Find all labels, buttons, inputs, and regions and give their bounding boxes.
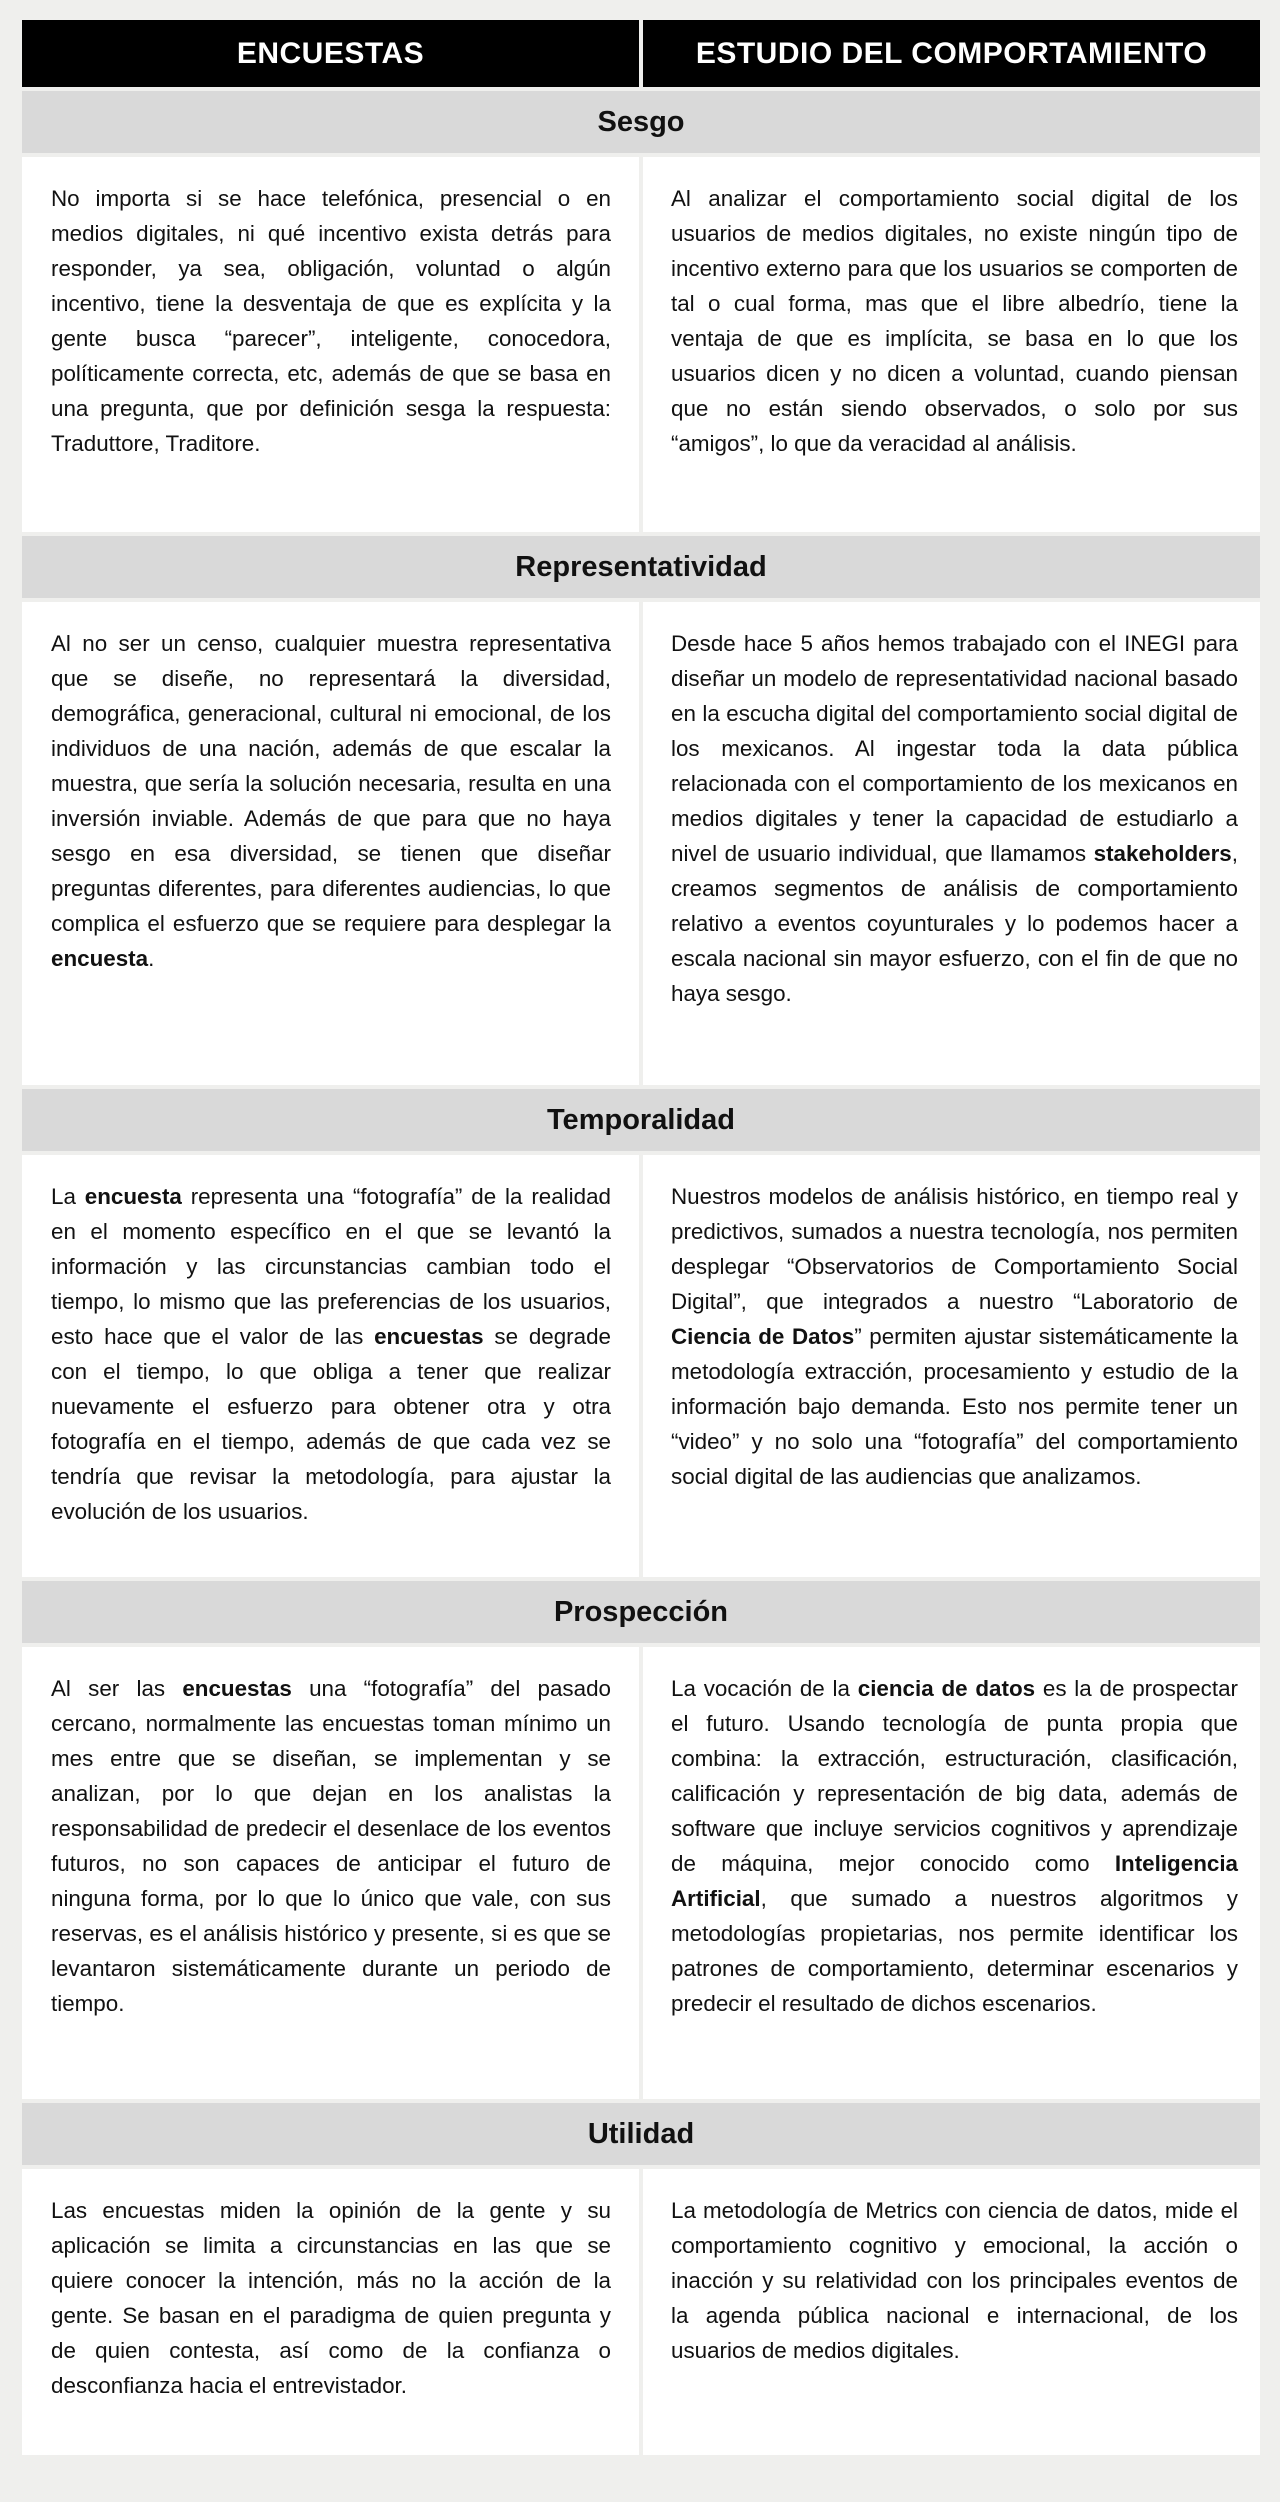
- section-row: [22, 1155, 1260, 1577]
- text-segment: .: [148, 946, 155, 971]
- bold-term: ciencia de datos: [857, 1676, 1036, 1701]
- encuestas-text: [22, 2169, 639, 2455]
- comparison-table: [22, 20, 1260, 2459]
- comportamiento-text: [643, 157, 1260, 532]
- comportamiento-text: [643, 602, 1260, 1085]
- bold-term: encuesta: [84, 1184, 182, 1209]
- text-segment: No importa si se hace telefónica, presencial o en medios digitales, ni qué incentivo exista detrás para responder, ya sea, obligación, voluntad o algún incentivo, tiene la desventaja de que es explícita y la gente busca “parecer”, inteligente, conocedora, políticamente correcta, etc, además de que se basa en una pregunta, que por definición sesga la respuesta: Traduttore, Traditore.: [51, 186, 611, 456]
- section-title-representatividad: Representatividad: [22, 536, 1260, 598]
- text-segment: Nuestros modelos de análisis histórico, en tiempo real y predictivos, sumados a nuestra tecnología, nos permiten desplegar “Observatorios de Comportamiento Social Digital”, que integrados a nuestro “Laboratorio de: [671, 1184, 1238, 1314]
- text-segment: Al analizar el comportamiento social digital de los usuarios de medios digitales, no existe ningún tipo de incentivo externo para que los usuarios se comporten de tal o cual forma, mas que el libre albedrío, tiene la ventaja de que es implícita, se basa en lo que los usuarios dicen y no dicen a voluntad, cuando piensan que no están siendo observados, o solo por sus “amigos”, lo que da veracidad al análisis.: [671, 186, 1238, 456]
- bold-term: encuesta: [51, 946, 149, 971]
- comportamiento-text: [643, 2169, 1260, 2455]
- encuestas-text: [22, 602, 639, 1085]
- text-segment: Al no ser un censo, cualquier muestra representativa que se diseñe, no representará la diversidad, demográfica, generacional, cultural ni emocional, de los individuos de una nación, además de que escalar la muestra, que sería la solución necesaria, resulta en una inversión inviable. Además de que para que no haya sesgo en esa diversidad, se tienen que diseñar preguntas diferentes, para diferentes audiencias, lo que complica el esfuerzo que se requiere para desplegar la: [51, 631, 611, 936]
- header-row: [22, 20, 1260, 87]
- section-title-prospeccion: Prospección: [22, 1581, 1260, 1643]
- bold-term: encuestas: [374, 1324, 484, 1349]
- bold-term: Inteligencia Artificial: [671, 1851, 1238, 1911]
- text-segment: Al ser las: [51, 1676, 183, 1701]
- section-title-sesgo: Sesgo: [22, 91, 1260, 153]
- section-title-temporalidad: Temporalidad: [22, 1089, 1260, 1151]
- text-segment: representa una “fotografía” de la realidad en el momento específico en el que se levantó la información y las circunstancias cambian todo el tiempo, lo mismo que las preferencias de los usuarios, esto hace que el valor de las: [51, 1184, 611, 1349]
- text-segment: se degrade con el tiempo, lo que obliga a tener que realizar nuevamente el esfuerzo para obtener otra y otra fotografía en el tiempo, además de que cada vez se tendría que revisar la metodología, para ajustar la evolución de los usuarios.: [51, 1324, 611, 1524]
- section-row: [22, 2169, 1260, 2455]
- encuestas-text: [22, 1155, 639, 1577]
- bold-term: Ciencia de Datos: [671, 1324, 855, 1349]
- text-segment: La: [51, 1184, 85, 1209]
- text-segment: , creamos segmentos de análisis de comportamiento relativo a eventos coyunturales y lo podemos hacer a escala nacional sin mayor esfuerzo, con el fin de que no haya sesgo.: [671, 841, 1238, 1006]
- text-segment: una “fotografía” del pasado cercano, normalmente las encuestas toman mínimo un mes entre que se diseñan, se implementan y se analizan, por lo que dejan en los analistas la responsabilidad de predecir el desenlace de los eventos futuros, no son capaces de anticipar el futuro de ninguna forma, por lo que lo único que vale, con sus reservas, es el análisis histórico y presente, si es que se levantaron sistemáticamente durante un periodo de tiempo.: [51, 1676, 611, 2016]
- section-row: [22, 157, 1260, 532]
- text-segment: Las encuestas miden la opinión de la gente y su aplicación se limita a circunstancias en las que se quiere conocer la intención, más no la acción de la gente. Se basan en el paradigma de quien pregunta y de quien contesta, así como de la confianza o desconfianza hacia el entrevistador.: [51, 2198, 611, 2398]
- header-estudio-comportamiento: ESTUDIO DEL COMPORTAMIENTO: [643, 20, 1260, 87]
- bold-term: stakeholders: [1093, 841, 1232, 866]
- comportamiento-text: [643, 1647, 1260, 2099]
- encuestas-text: [22, 1647, 639, 2099]
- section-row: [22, 1647, 1260, 2099]
- comportamiento-text: [643, 1155, 1260, 1577]
- text-segment: La metodología de Metrics con ciencia de datos, mide el comportamiento cognitivo y emocional, la acción o inacción y su relatividad con los principales eventos de la agenda pública nacional e internacional, de los usuarios de medios digitales.: [671, 2198, 1238, 2363]
- text-segment: Desde hace 5 años hemos trabajado con el INEGI para diseñar un modelo de representatividad nacional basado en la escucha digital del comportamiento social digital de los mexicanos. Al ingestar toda la data pública relacionada con el comportamiento de los mexicanos en medios digitales y tener la capacidad de estudiarlo a nivel de usuario individual, que llamamos: [671, 631, 1238, 866]
- text-segment: es la de prospectar el futuro. Usando tecnología de punta propia que combina: la extracción, estructuración, clasificación, calificación y representación de big data, además de software que incluye servicios cognitivos y aprendizaje de máquina, mejor conocido como: [671, 1676, 1238, 1876]
- header-encuestas: ENCUESTAS: [22, 20, 639, 87]
- sections: [22, 91, 1260, 2455]
- section-row: [22, 602, 1260, 1085]
- text-segment: , que sumado a nuestros algoritmos y metodologías propietarias, nos permite identificar los patrones de comportamiento, determinar escenarios y predecir el resultado de dichos escenarios.: [671, 1886, 1238, 2016]
- encuestas-text: [22, 157, 639, 532]
- bold-term: encuestas: [182, 1676, 292, 1701]
- section-title-utilidad: Utilidad: [22, 2103, 1260, 2165]
- text-segment: La vocación de la: [671, 1676, 858, 1701]
- text-segment: ” permiten ajustar sistemáticamente la metodología extracción, procesamiento y estudio de la información bajo demanda. Esto nos permite tener un “video” y no solo una “fotografía” del comportamiento social digital de las audiencias que analizamos.: [671, 1324, 1238, 1489]
